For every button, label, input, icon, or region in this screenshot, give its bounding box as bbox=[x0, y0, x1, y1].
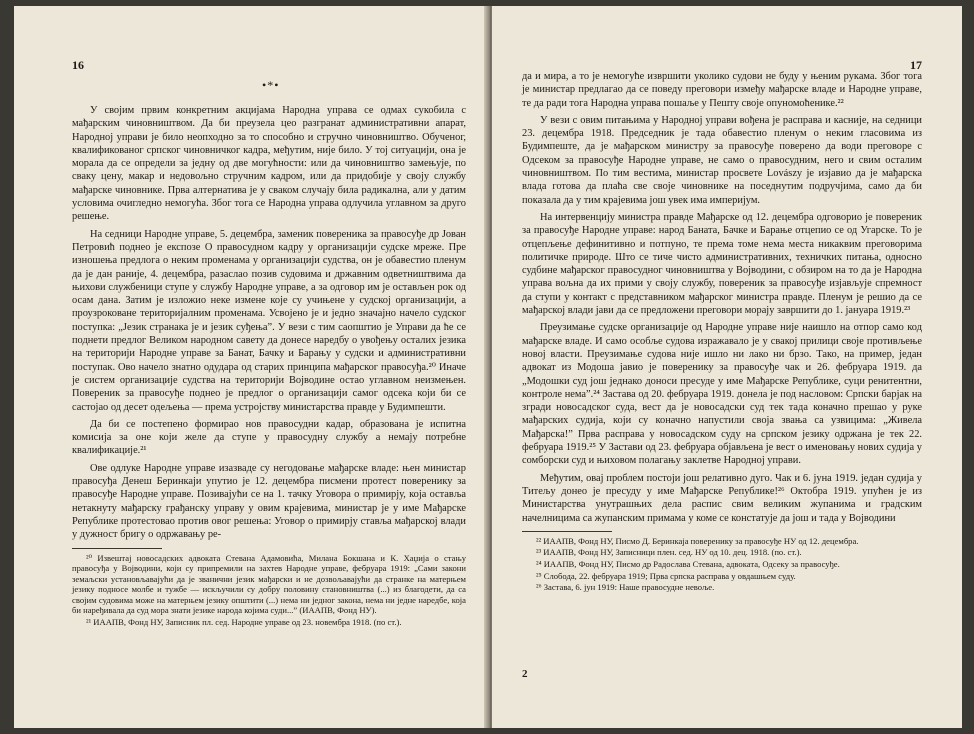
footnote-rule bbox=[522, 531, 612, 532]
page-number-left: 16 bbox=[72, 58, 84, 72]
footnote: ²⁵ Слобода, 22. фебруара 1919; Прва српска расправа у овдашњем суду. bbox=[536, 570, 796, 581]
page-number-right: 17 bbox=[910, 58, 922, 72]
footnote: ²¹ ИААПВ, Фонд НУ, Записник пл. сед. Народне управе од 23. новембра 1918. (по ст.). bbox=[86, 617, 402, 628]
paragraph: Да би се постепено формирао нов правосудни кадар, образована је испитна комисија за оне који желе да ступе у правосудну службу а немају потребне квалификације.²¹ bbox=[72, 418, 466, 457]
left-body bbox=[72, 104, 466, 628]
paragraph: На интервенцију министра правде Мађарске од 12. децембра одговорио је повереник за правосуђе Народне управе: народ Баната, Бачке и Барање отцепио се од Угарске. То је отцепљење дефинитивно и потпуно, те према томе нема места никаквим преговорима политичке природе. Што се тиче чисто административних, техничких питања, односно судбине мађарског правосудног чиновништва у Војводини, с обзиром на то да је Народна управа вољна да их прими у своју службу, повереник за правосуђе изјављује спремност да ступи у контакт с представником мађарског министра правде. Пленум је решио да се мађарској влади јави да се предложени преговори морају завршити до 1. јануара 1919.²³ bbox=[522, 211, 922, 317]
left-page bbox=[14, 6, 488, 728]
footnote: ²⁰ Извештај новосадских адвоката Стевана Адамовића, Милана Бокшана и К. Хаџија о стању правосуђа у Војводини, који су припремили на захтев Народне управе, фебруара 1919: „Сами закони земаљски установљавајући да је званични језик мађарски и не дозвољавајући да странке на матерњем језику подносе молбе и тужбе — искључили су добру половину становништва (...) из благодети, да са својим судовима може на матерњем језику општити (...) нема ни једног закона, нема ни једне наредбе, која би наређивала да суд мора знати језике народа којима суди...” (ИААПВ, Фонд НУ). bbox=[72, 552, 466, 616]
signature-mark: 2 bbox=[522, 668, 528, 680]
footnote: ²⁴ ИААПВ, Фонд НУ, Писмо др Радослава Стевана, адвоката, Одсеку за правосуђе. bbox=[536, 558, 840, 569]
footnote: ²² ИААПВ, Фонд НУ, Писмо Д. Беринкаја поверенику за правосуђе НУ од 12. децембра. bbox=[536, 535, 859, 546]
right-page bbox=[492, 6, 962, 728]
paragraph: Ове одлуке Народне управе изазваде су негодовање мађарске владе: њен министар правосуђа Денеш Беринкаји упутио је 12. децембра писмени протест поверенику за правосуђе Народне управе. Позивајући се на 1. тачку Уговора о примирју, која оставља нетакнуту мађарску грађанску управу у овим крајевима, министар је у име Мађарске Републике протестовао против овог решења: Уговор о примирју ставља мађарској влади у дужност бригу о одржавању ре- bbox=[72, 462, 466, 541]
paragraph: У вези с овим питањима у Народној управи вођена је расправа и касније, на седници 23. децембра 1918. Председник је тада обавестио пленум о неким гласовима из Будимпеште, да је мађарском министру за правосуђе поверено да води преговоре с Одсеком за правосуђе Народне управе, не само о правосудним, него и свим осталим чиновништвом. По тим вестима, министар просвете Lovászy је изјавио да је мађарска влада готова да плаћа све своје чиновнике на поседнутим подручјима, само да би показала да у тим крајевима још увек има империјум. bbox=[522, 114, 922, 206]
paragraph: Међутим, овај проблем постоји још релативно дуго. Чак и 6. јуна 1919. један судија у Титељу донео је пресуду у име Мађарске Републике!²⁶ Октобра 1919. упућен је из Министарства унутрашњих дела распис свим великим жупанима и градским начелницима са жупанским примама у коме се констатује да још и тада у Војводини bbox=[522, 472, 922, 524]
paragraph: У својим првим конкретним акцијама Народна управа се одмах сукобила с мађарским чиновништвом. Да би преузела цео разгранат административни апарат, Народној управи је било неопходно за то способно и стручно чиновништво. Обученог, квалификованог српског чиновничког кадра, међутим, није било. У тој ситуацији, она је морала да се определи за једну од две могућности: или да чиновништво замењује, по сваку цену, макар и недовољно стручним кадром, или да придобије у своју службу мађарске чиновнике. Прва алтернатива је у сваком случају била радикална, али у датим условима очигледно немогућа. Због тога се Народна управа одлучила углавном за друго решење. bbox=[72, 105, 466, 223]
ornament: •*• bbox=[262, 78, 280, 92]
paragraph: да и мира, а то је немогуће извршити уколико судови не буду у њеним рукама. Због тога је министар предлагао да се поведу преговори између мађарске владе и Народне управе, те да ради тога Народна управа пошаље у Пешту своје опуномоћенике.²² bbox=[522, 71, 922, 109]
paragraph: Преузимање судске организације од Народне управе није наишло на отпор само код мађарске владе. И само особље судова изражавало је у свакој прилици своје противљење новој власти. Преузимање судова није ишло ни лако ни брзо. Тако, на пример, један адвокат из Модоша јавио је поверенику за правосуђе чак и 26. фебруара 1919. да „Модошки суд још једнако доноси пресуде у име Мађарске Републике, суци ренитентни, контроле нема”.²⁴ Застава од 20. фебруара 1919. донела је под насловом: Српски барјак на згради новосадског суда, вест да је новосадски суд тек тада коначно прешао у руке мађарских судија, који су коначно напустили своја звања са узвицима: „Живела Мађарска!” Прва расправа у новосадском суду на српском језику одржана је тек 22. фебруара 1919.²⁵ У Застави од 23. фебруара објављена је вест о именовању нових судија у сомборски суд и њиховом полагању заклетве Народној управи. bbox=[522, 322, 922, 467]
right-body bbox=[522, 70, 922, 593]
footnote: ²³ ИААПВ, Фонд НУ, Записници плен. сед. НУ од 10. дец. 1918. (по. ст.). bbox=[536, 547, 802, 558]
paragraph: На седници Народне управе, 5. децембра, заменик повереника за правосуђе др Јован Петровић поднео је експозе О правосудном кадру у организацији судске мреже. Пре изношења предлога о неким променама у организацији судства, он је обавестио пленум да је дан раније, 4. децембра, разаслао позив судовима и државним одветништвима да њихови службеници ступе у службу Народне управе, а за одговор им је остављен рок од осам дана. Затим је изложио неке измене које су учињене у судској организацији, а проузроковане територијалним променама. Усвојено је и једно значајно начело судског поступка: „Језик странака је и језик суђења”. У вези с тим саопштио је Управи да ће се поднети предлог Великом народном савету да донесе наредбу о увођењу осталих језика на територији Народне управе за Банат, Бачку и Барању у судски и административни поступак. Ово начело знатно одудара од старих принципа мађарског правосуђа.²⁰ Иначе је систем организације судства на територији Војводине остао углавном неизмењен. Повереник за правосуђе поднео је предлог о организацији самог одсека који би се састојао од десет одељења — према устројству министарства правде у Будимпешти. bbox=[72, 228, 466, 413]
footnote-rule bbox=[72, 548, 162, 549]
footnote: ²⁶ Застава, 6. јун 1919: Наше правосудне невоље. bbox=[536, 582, 715, 593]
